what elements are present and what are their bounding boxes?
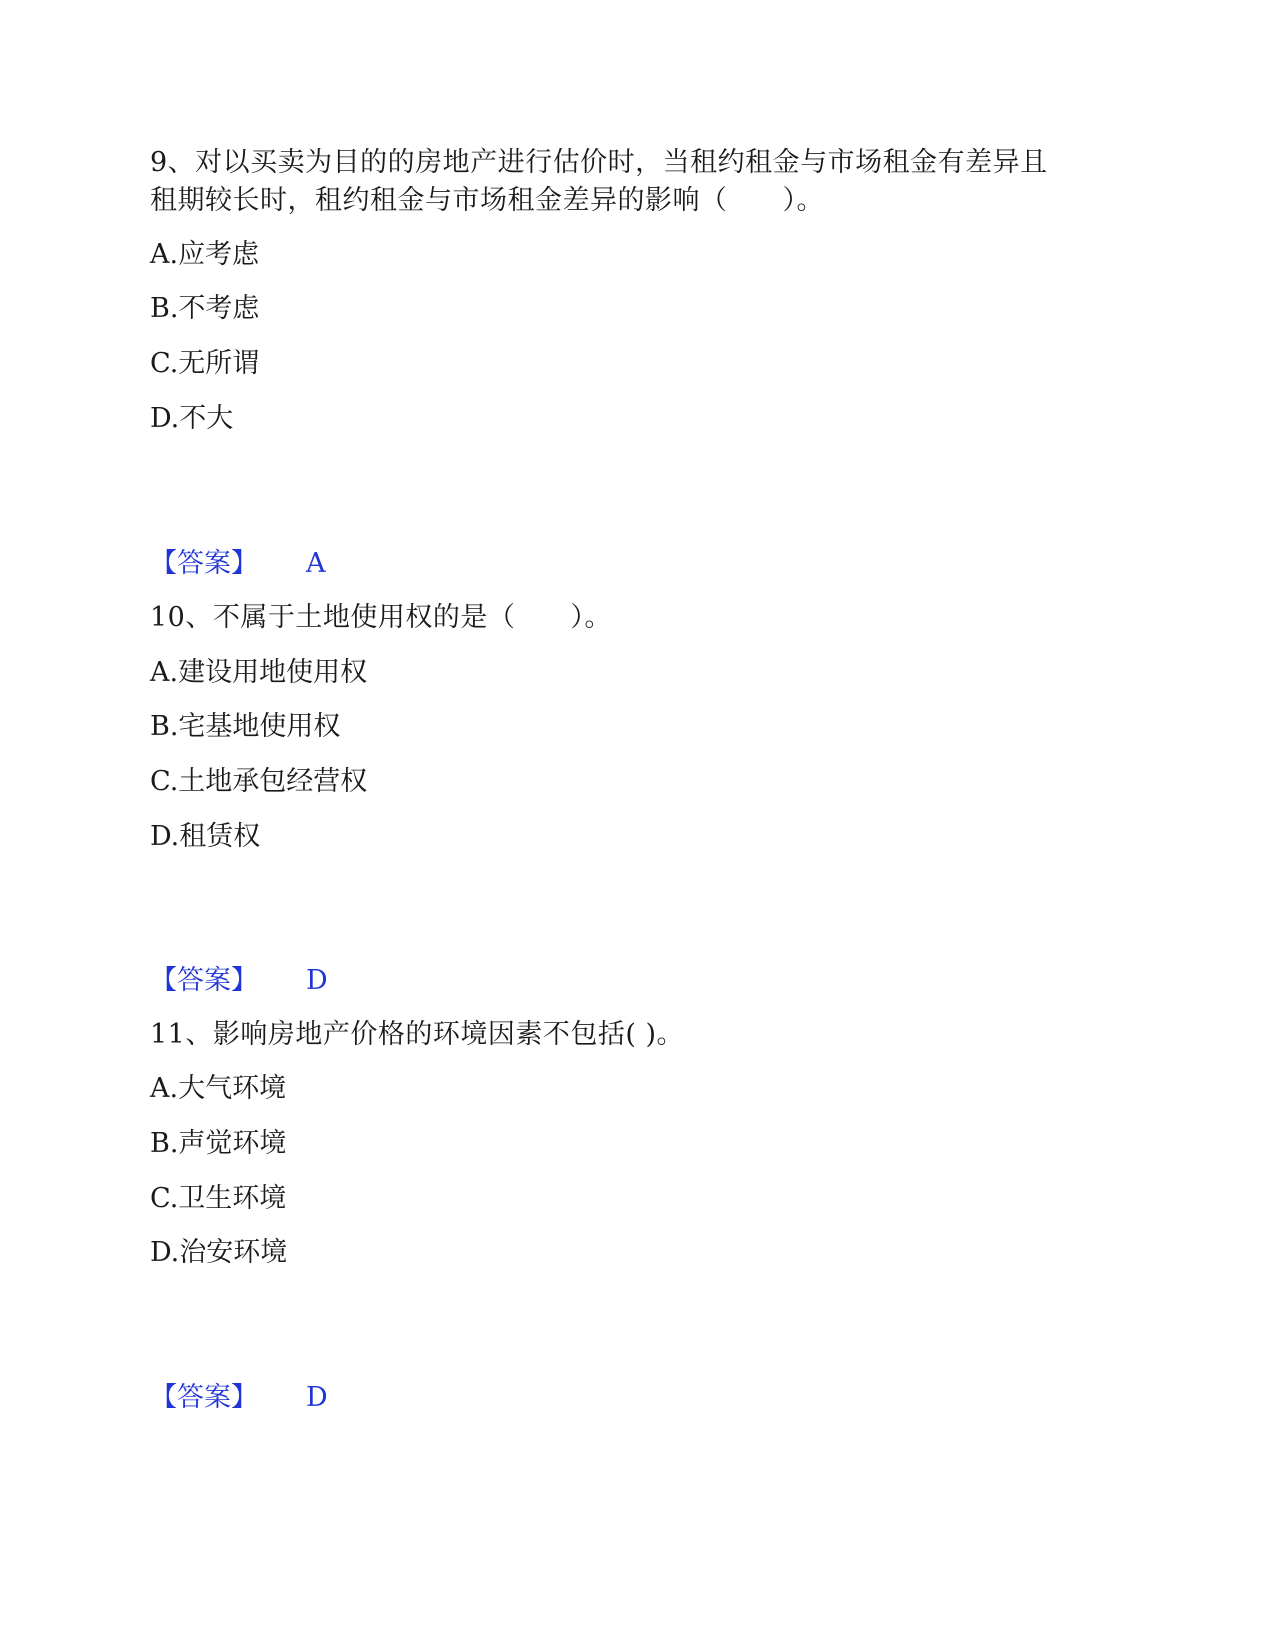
question-10-answer — [150, 962, 328, 1000]
question-9-option-d: D.不大 — [150, 403, 234, 434]
answer-label: 【答案】 — [150, 965, 258, 996]
question-11-option-a: A.大气环境 — [150, 1073, 287, 1104]
question-9-option-a: A.应考虑 — [150, 239, 260, 270]
question-10-option-d: D.租赁权 — [150, 821, 261, 852]
question-11-option-c: C.卫生环境 — [150, 1183, 287, 1214]
question-11-answer — [150, 1379, 328, 1417]
question-10-option-b: B.宅基地使用权 — [150, 711, 341, 742]
answer-label: 【答案】 — [150, 548, 258, 579]
question-10-option-a: A.建设用地使用权 — [150, 657, 368, 688]
question-9-option-b: B.不考虑 — [150, 293, 260, 324]
answer-value: D — [306, 1382, 328, 1413]
answer-value: A — [306, 548, 326, 579]
question-9-stem-line-2: 租期较长时，租约租金与市场租金差异的影响（ ）。 — [150, 185, 824, 216]
question-11-option-d: D.治安环境 — [150, 1237, 288, 1268]
answer-label: 【答案】 — [150, 1382, 258, 1413]
question-9-stem-line-1: 9、对以买卖为目的的房地产进行估价时，当租约租金与市场租金有差异且 — [150, 147, 1048, 178]
question-10-stem: 10、不属于土地使用权的是（ ）。 — [150, 602, 612, 633]
question-11-stem: 11、影响房地产价格的环境因素不包括( )。 — [150, 1019, 685, 1050]
question-11-option-b: B.声觉环境 — [150, 1128, 287, 1159]
question-9-option-c: C.无所谓 — [150, 348, 260, 379]
question-10-option-c: C.土地承包经营权 — [150, 766, 368, 797]
question-9-answer — [150, 545, 326, 583]
answer-value: D — [306, 965, 328, 996]
